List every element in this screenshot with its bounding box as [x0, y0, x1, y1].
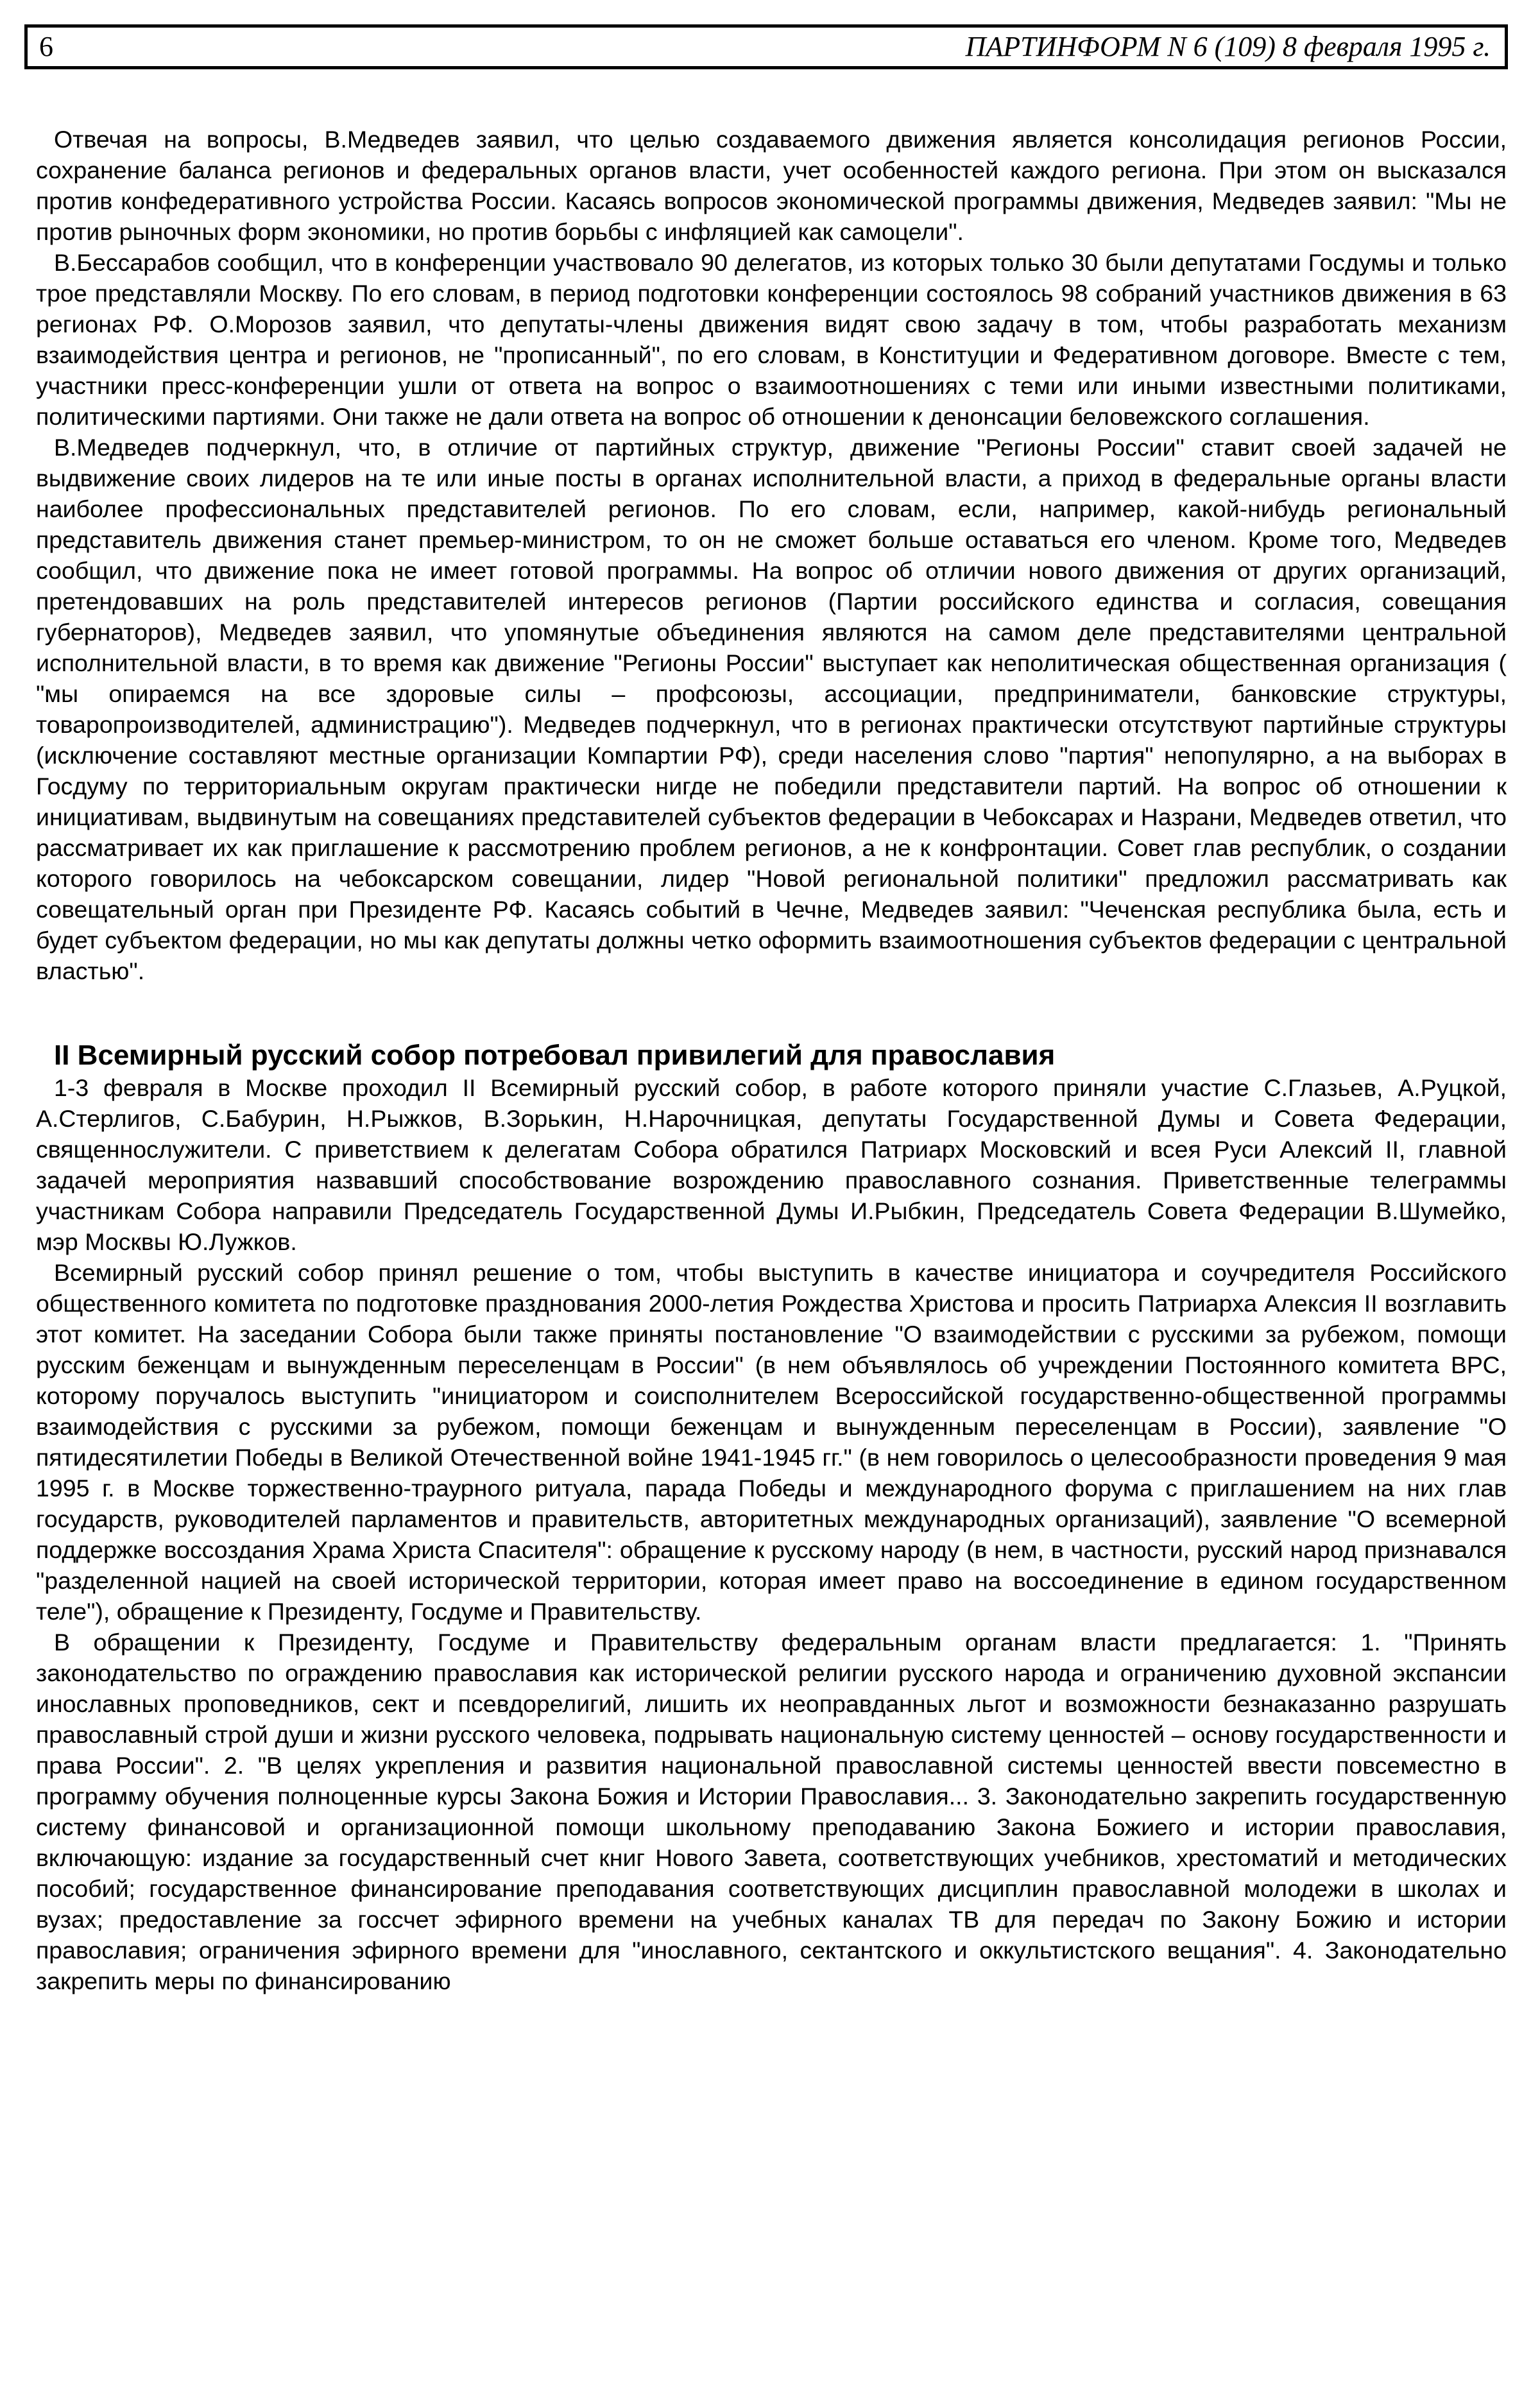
publication-title: ПАРТИНФОРМ N 6 (109) 8 февраля 1995 г. — [965, 31, 1491, 62]
article-heading: II Всемирный русский собор потребовал привилегий для православия — [54, 1040, 1056, 1071]
page-content — [36, 124, 1507, 1996]
paragraph: В.Бессарабов сообщил, что в конференции участвовало 90 делегатов, из которых только 30 были депутатами Госдумы и только трое представляли Москву. По его словам, в период подготовки конференции состоялось 98 собраний участников движения в 63 регионах РФ. О.Морозов заявил, что депутаты-члены движения видят свою задачу в том, чтобы разработать механизм взаимодействия центра и регионов, не "прописанный", по его словам, в Конституции и Федеративном договоре. Вместе с тем, участники пресс-конференции ушли от ответа на вопрос о взаимоотношениях с теми или иными известными политиками, политическими партиями. Они также не дали ответа на вопрос об отношении к денонсации беловежского соглашения. — [36, 249, 1507, 430]
paragraph: В обращении к Президенту, Госдуме и Правительству федеральным органам власти предлагается: 1. "Принять законодательство по ограждению православия как исторической религии русского народа и ограничению духовной экспансии инославных проповедников, сект и псевдорелигий, лишить их неоправданных льгот и возможности безнаказанно разрушать православный строй души и жизни русского человека, подрывать национальную систему ценностей – основу государственности и права России". 2. "В целях укрепления и развития национальной православной системы ценностей ввести повсеместно в программу обучения полноценные курсы Закона Божия и Истории Православия... 3. Законодательно закрепить государственную систему финансовой и организационной помощи школьному преподаванию Закона Божиего и истории православия, включающую: издание за государственный счет книг Нового Завета, соответствующих учебников, хрестоматий и методических пособий; государственное финансирование преподавания соответствующих дисциплин православной молодежи в школах и вузах; предоставление за госсчет эфирного времени на учебных каналах ТВ для передач по Закону Божию и истории православия; ограничения эфирного времени для "инославного, сектантского и оккультистского вещания". 4. Законодательно закрепить меры по финансированию — [36, 1629, 1507, 1994]
page-header — [24, 24, 1508, 69]
page-number: 6 — [39, 31, 53, 62]
paragraph: 1-3 февраля в Москве проходил II Всемирный русский собор, в работе которого приняли участие С.Глазьев, А.Руцкой, А.Стерлигов, С.Бабурин, Н.Рыжков, В.Зорькин, Н.Нарочницкая, депутаты Государственной Думы и Совета Федерации, священнослужители. С приветствием к делегатам Собора обратился Патриарх Московский и всея Руси Алексий II, главной задачей мероприятия назвавший способствование возрождению православного сознания. Приветственные телеграммы участникам Собора направили Председатель Государственной Думы И.Рыбкин, Председатель Совета Федерации В.Шумейко, мэр Москвы Ю.Лужков. — [36, 1074, 1507, 1255]
paragraph: Отвечая на вопросы, В.Медведев заявил, что целью создаваемого движения является консолидация регионов России, сохранение баланса регионов и федеральных органов власти, учет особенностей каждого региона. При этом он высказался против конфедеративного устройства России. Касаясь вопросов экономической программы движения, Медведев заявил: "Мы не против рыночных форм экономики, но против борьбы с инфляцией как самоцели". — [36, 126, 1507, 245]
article-regions-of-russia — [36, 124, 1507, 986]
article-world-russian-council — [36, 1039, 1507, 1996]
paragraph: В.Медведев подчеркнул, что, в отличие от партийных структур, движение "Регионы России" ставит своей задачей не выдвижение своих лидеров на те или иные посты в органах исполнительной власти, а приход в федеральные органы власти наиболее профессиональных представителей регионов. По его словам, если, например, какой-нибудь региональный представитель движения станет премьер-министром, то он не сможет больше оставаться его членом. Кроме того, Медведев сообщил, что движение пока не имеет готовой программы. На вопрос об отличии нового движения от других организаций, претендовавших на роль представителей интересов регионов (Партии российского единства и согласия, совещания губернаторов), Медведев заявил, что упомянутые объединения являются на самом деле представителями центральной исполнительной власти, в то время как движение "Регионы России" выступает как неполитическая общественная организация ( "мы опираемся на все здоровые силы – профсоюзы, ассоциации, предприниматели, банковские структуры, товаропроизводителей, администрацию"). Медведев подчеркнул, что в регионах практически отсутствуют партийные структуры (исключение составляют местные организации Компартии РФ), среди населения слово "партия" непопулярно, а на выборах в Госдуму по территориальным округам практически нигде не победили представители партий. На вопрос об отношении к инициативам, выдвинутым на совещаниях представителей субъектов федерации в Чебоксарах и Назрани, Медведев ответил, что рассматривает их как приглашение к рассмотрению проблем регионов, а не к конфронтации. Совет глав республик, о создании которого говорилось на чебоксарском совещании, лидер "Новой региональной политики" предложил рассматривать как совещательный орган при Президенте РФ. Касаясь событий в Чечне, Медведев заявил: "Чеченская республика была, есть и будет субъектом федерации, но мы как депутаты должны четко оформить взаимоотношения субъектов федерации с центральной властью". — [36, 434, 1507, 984]
paragraph: Всемирный русский собор принял решение о том, чтобы выступить в качестве инициатора и соучредителя Российского общественного комитета по подготовке празднования 2000-летия Рождества Христова и просить Патриарха Алексия II возглавить этот комитет. На заседании Собора были также приняты постановление "О взаимодействии с русскими за рубежом, помощи русским беженцам и вынужденным переселенцам в России" (в нем объявлялось об учреждении Постоянного комитета ВРС, которому поручалось выступить "инициатором и соисполнителем Всероссийской государственно-общественной программы взаимодействия с русскими за рубежом, помощи беженцам и вынужденным переселенцам в России), заявление "О пятидесятилетии Победы в Великой Отечественной войне 1941-1945 гг." (в нем говорилось о целесообразности проведения 9 мая 1995 г. в Москве торжественно-траурного ритуала, парада Победы и международного форума с приглашением на них глав государств, руководителей парламентов и правительств, авторитетных международных организаций), заявление "О всемерной поддержке воссоздания Храма Христа Спасителя": обращение к русскому народу (в нем, в частности, русский народ признавался "разделенной нацией на своей исторической территории, которая имеет право на воссоединение в едином государственном теле"), обращение к Президенту, Госдуме и Правительству. — [36, 1259, 1507, 1625]
